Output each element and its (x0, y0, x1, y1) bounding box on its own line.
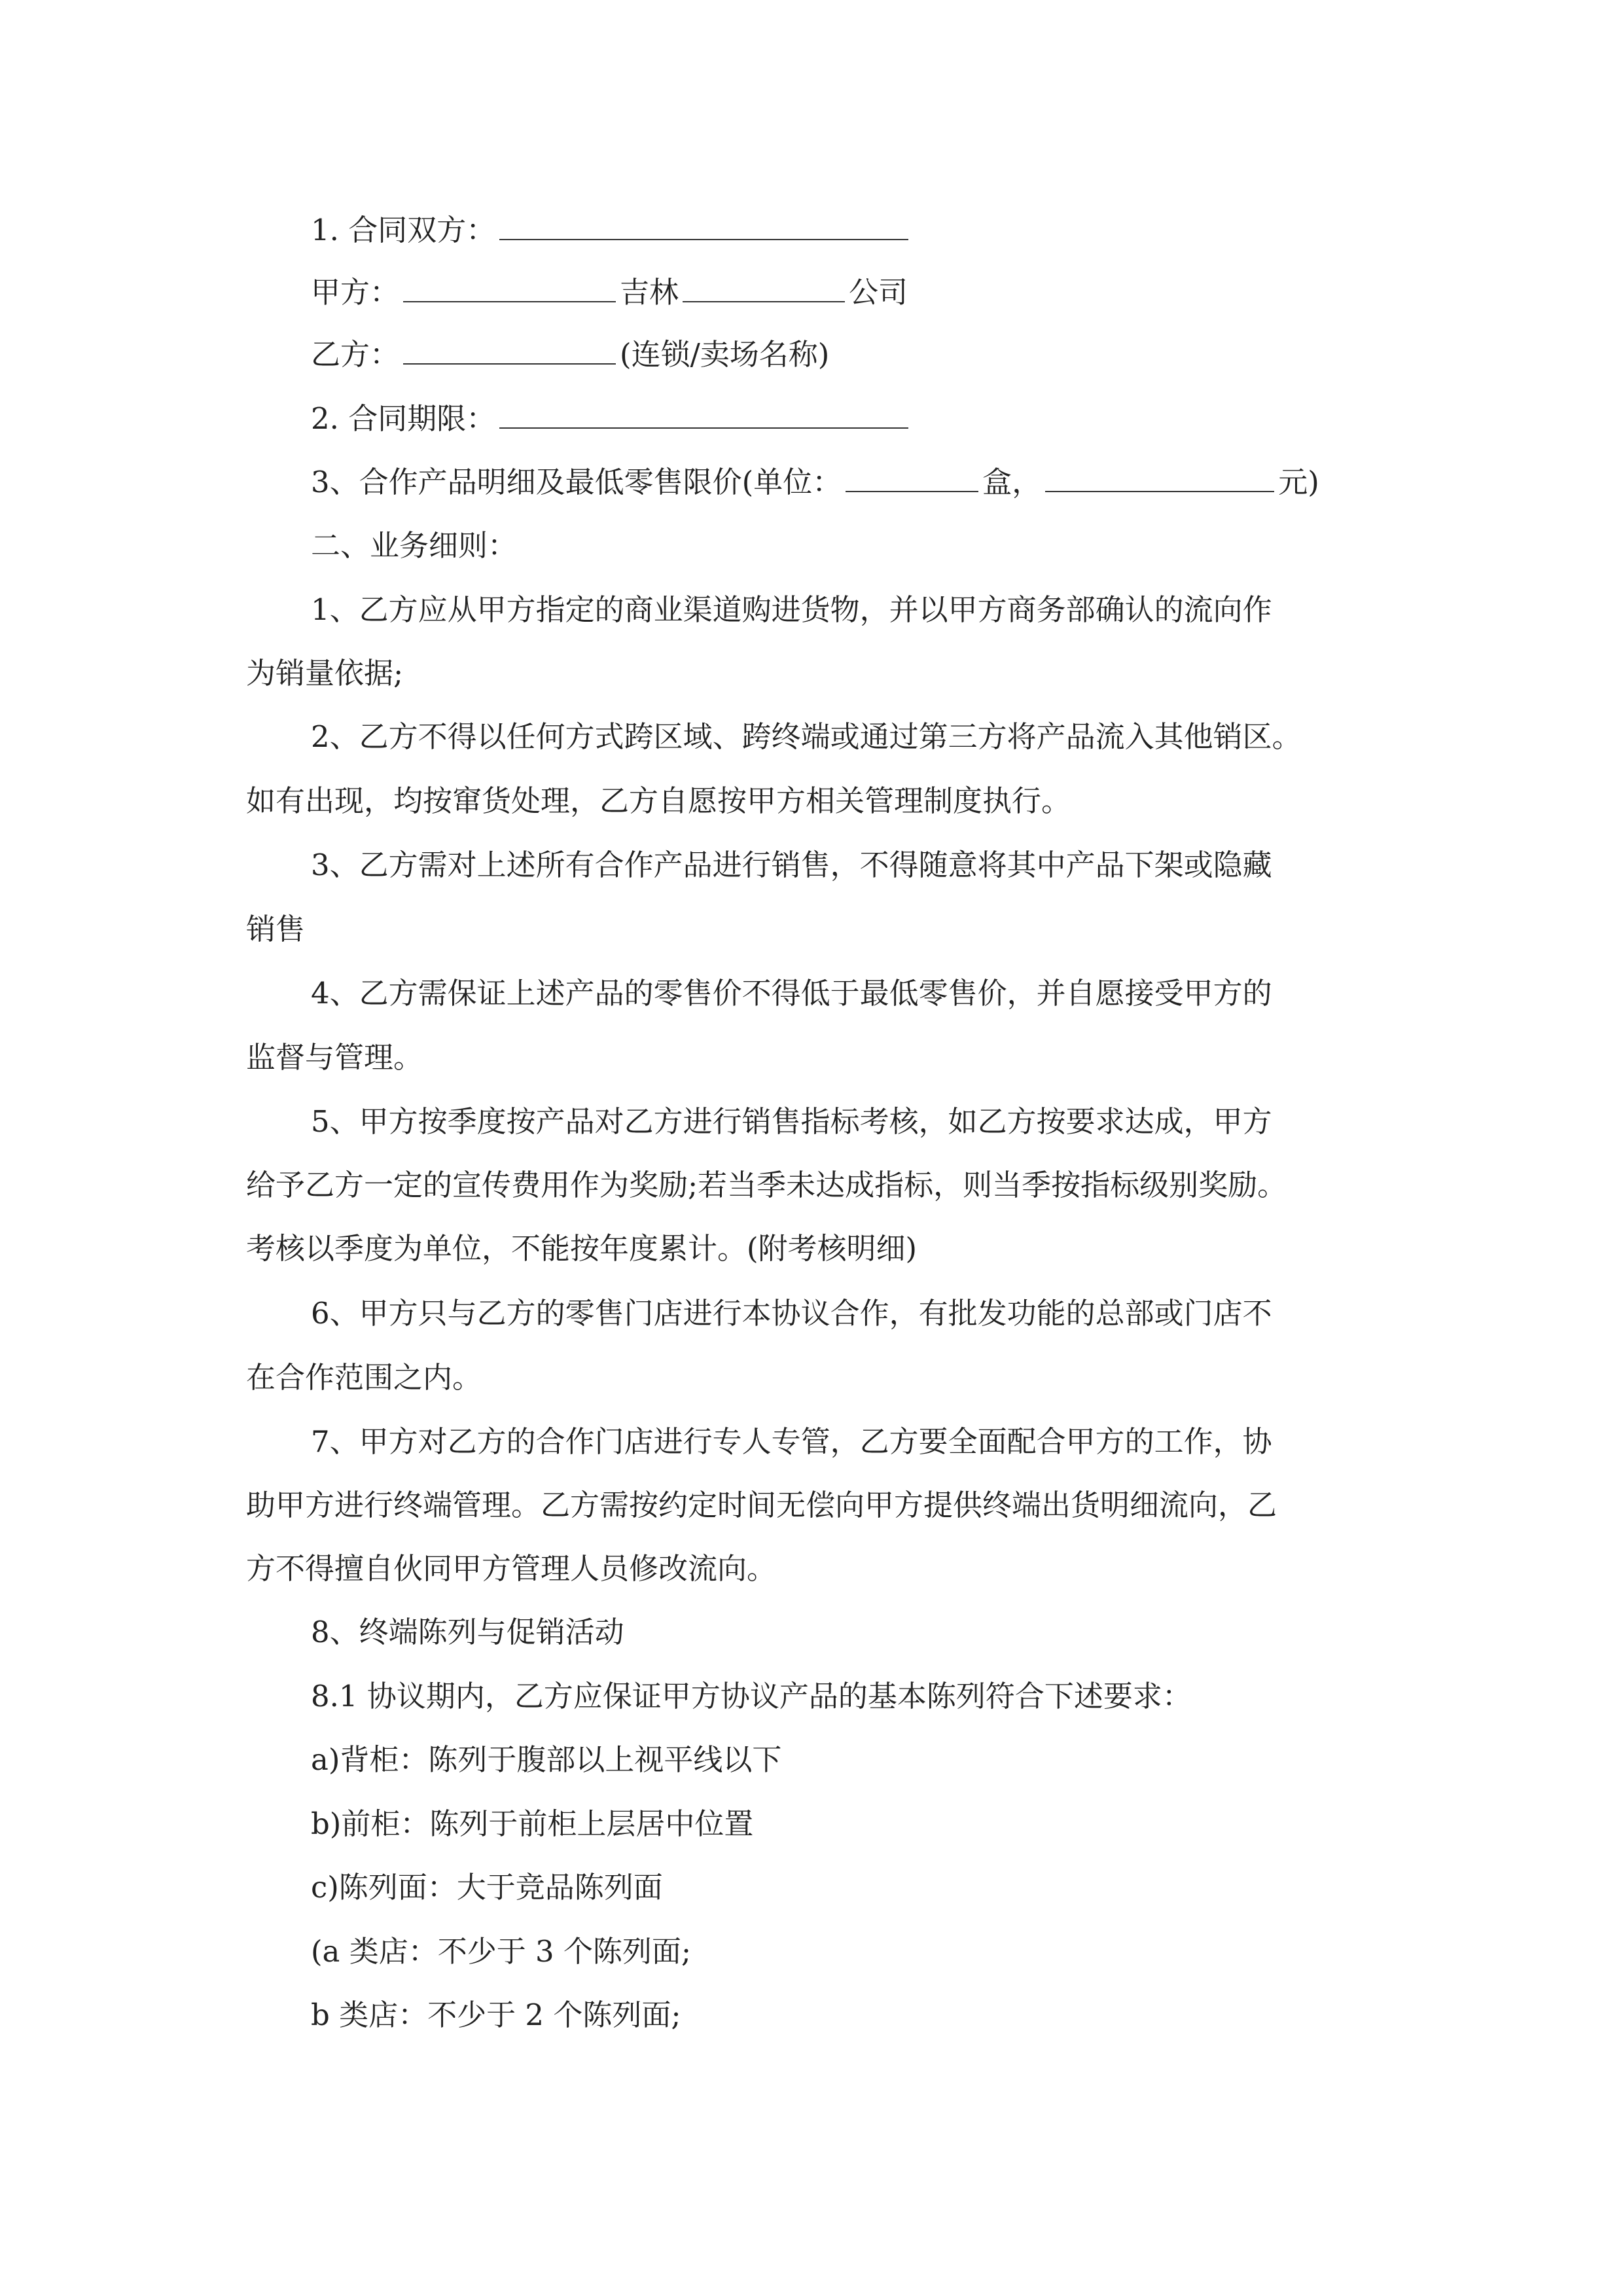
products-blank-yuan[interactable] (1045, 462, 1274, 492)
rule-7-line-1: 7、甲方对乙方的合作门店进行专人专管，乙方要全面配合甲方的工作，协 (311, 1424, 1272, 1459)
products-unit-yuan: 元) (1278, 465, 1319, 499)
rule-1-line-1: 1、乙方应从甲方指定的商业渠道购进货物，并以甲方商务部确认的流向作 (311, 592, 1272, 627)
products-blank-box[interactable] (846, 462, 978, 492)
rule-2-line-1: 2、乙方不得以任何方式跨区域、跨终端或通过第三方将产品流入其他销区。 (311, 719, 1302, 754)
rule-5-line-1: 5、甲方按季度按产品对乙方进行销售指标考核，如乙方按要求达成，甲方 (311, 1104, 1272, 1139)
rule-8-c-a: (a 类店：不少于 3 个陈列面; (311, 1934, 692, 1969)
products-line (311, 461, 1450, 503)
party-a-mid: 吉林 (620, 275, 679, 310)
term-blank[interactable] (499, 399, 908, 429)
party-b-blank[interactable] (403, 334, 616, 365)
rule-6-line-1: 6、甲方只与乙方的零售门店进行本协议合作，有批发功能的总部或门店不 (311, 1296, 1272, 1331)
party-b-label: 乙方： (311, 337, 400, 372)
rule-8-c-b: b 类店：不少于 2 个陈列面; (311, 1998, 681, 2032)
products-unit-box: 盒， (982, 465, 1042, 499)
party-b-line (311, 334, 1450, 376)
rule-1-line-2: 为销量依据; (246, 656, 404, 691)
section-title: 二、业务细则： (311, 528, 518, 563)
party-a-blank-1[interactable] (403, 272, 616, 302)
rule-6-line-2: 在合作范围之内。 (246, 1360, 482, 1395)
parties-blank[interactable] (499, 210, 908, 240)
rule-5-line-2: 给予乙方一定的宣传费用作为奖励;若当季未达成指标，则当季按指标级别奖励。 (246, 1168, 1287, 1202)
party-a-blank-2[interactable] (683, 272, 845, 302)
parties-label: 1. 合同双方： (311, 213, 496, 247)
rule-7-line-3: 方不得擅自伙同甲方管理人员修改流向。 (246, 1551, 777, 1586)
rule-4-line-1: 4、乙方需保证上述产品的零售价不得低于最低零售价，并自愿接受甲方的 (311, 976, 1272, 1011)
rule-4-line-2: 监督与管理。 (246, 1040, 423, 1075)
rule-8-c: c)陈列面：大于竞品陈列面 (311, 1870, 663, 1905)
rule-8-heading: 8、终端陈列与促销活动 (311, 1615, 624, 1649)
term-line (311, 398, 1450, 440)
party-b-suffix: (连锁/卖场名称) (620, 337, 830, 372)
rule-8-a: a)背柜：陈列于腹部以上视平线以下 (311, 1742, 782, 1777)
products-label: 3、合作产品明细及最低零售限价(单位： (311, 465, 842, 499)
rule-2-line-2: 如有出现，均按窜货处理，乙方自愿按甲方相关管理制度执行。 (246, 783, 1071, 818)
rule-5-line-3: 考核以季度为单位，不能按年度累计。(附考核明细) (246, 1231, 918, 1266)
rule-8-1: 8.1 协议期内，乙方应保证甲方协议产品的基本陈列符合下述要求： (311, 1679, 1192, 1713)
rule-7-line-2: 助甲方进行终端管理。乙方需按约定时间无偿向甲方提供终端出货明细流向，乙 (246, 1488, 1277, 1522)
party-a-label: 甲方： (311, 275, 400, 310)
rule-8-b: b)前柜：陈列于前柜上层居中位置 (311, 1806, 754, 1841)
rule-3-line-2: 销售 (246, 912, 306, 946)
party-a-suffix: 公司 (849, 275, 908, 310)
party-a-line (311, 272, 1450, 314)
rule-3-line-1: 3、乙方需对上述所有合作产品进行销售，不得随意将其中产品下架或隐藏 (311, 848, 1272, 882)
term-label: 2. 合同期限： (311, 401, 496, 436)
parties-line (311, 209, 1450, 251)
